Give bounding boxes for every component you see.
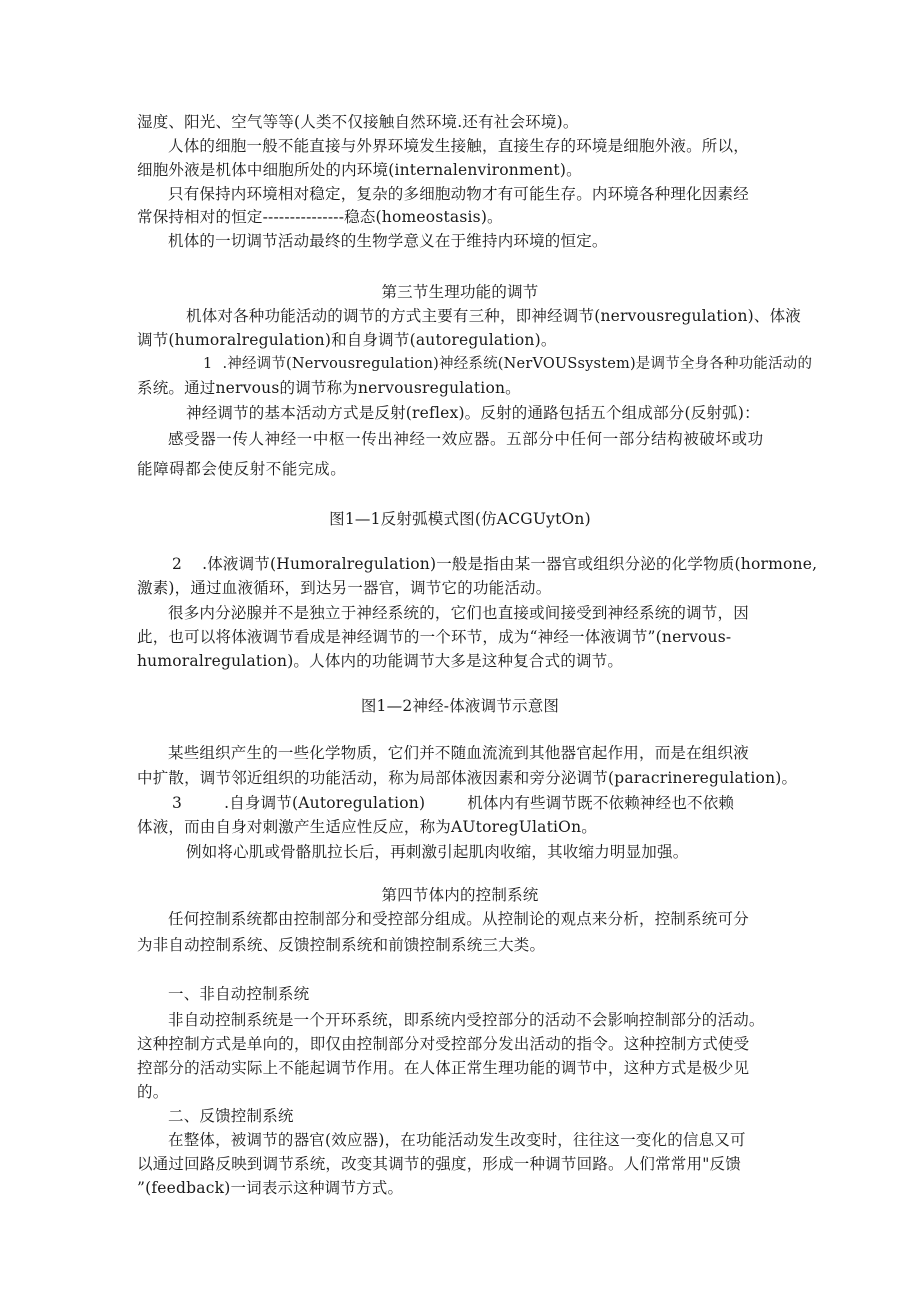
- item-number: 3: [172, 794, 183, 812]
- paragraph-line: 湿度、阳光、空气等等(人类不仅接触自然环境.还有社会环境)。: [137, 113, 579, 131]
- paragraph-line: 这种控制方式是单向的，即仅由控制部分对受控部分发出活动的指令。这种控制方式使受: [137, 1035, 750, 1053]
- paragraph-line: 体液，而由自身对刺激产生适应性反应，称为AUtoregUlatiOn。: [137, 818, 597, 836]
- paragraph-line: 控部分的活动实际上不能起调节作用。在人体正常生理功能的调节中，这种方式是极少见: [137, 1059, 750, 1077]
- paragraph-line: 的。: [137, 1083, 169, 1101]
- paragraph-line: 在整体，被调节的器官(效应器)，在功能活动发生改变时，往往这一变化的信息又可: [168, 1131, 746, 1149]
- figure-caption: 图1—1反射弧模式图(仿ACGUytOn): [329, 510, 591, 528]
- paragraph-line: 以通过回路反映到调节系统，改变其调节的强度，形成一种调节回路。人们常常用"反馈: [137, 1155, 741, 1173]
- paragraph-line: 感受器一传人神经一中枢一传出神经一效应器。五部分中任何一部分结构被破坏或功: [168, 430, 764, 448]
- subsection-heading: 二、反馈控制系统: [168, 1107, 294, 1125]
- paragraph-line: 很多内分泌腺并不是独立于神经系统的，它们也直接或间接受到神经系统的调节，因: [168, 604, 749, 622]
- paragraph-line: 激素)，通过血液循环，到达另一器官，调节它的功能活动。: [137, 579, 552, 597]
- paragraph-line: 为非自动控制系统、反馈控制系统和前馈控制系统三大类。: [137, 936, 546, 954]
- paragraph-line: 人体的细胞一般不能直接与外界环境发生接触，直接生存的环境是细胞外液。所以，: [168, 137, 749, 155]
- section-heading: 第三节生理功能的调节: [381, 283, 539, 301]
- item-text: .神经调节(Nervousregulation)神经系统(NerVOUSsystem)是调节全身各种功能活动的: [222, 356, 813, 372]
- paragraph-line: 某些组织产生的一些化学物质，它们并不随血流流到其他器官起作用，而是在组织液: [168, 744, 749, 762]
- paragraph-line: 细胞外液是机体中细胞所处的内环境(internalenvironment)。: [137, 161, 582, 179]
- paragraph-line: 调节(humoralregulation)和自身调节(autoregulation)。: [137, 331, 557, 349]
- paragraph-line: 任何控制系统都由控制部分和受控部分组成。从控制论的观点来分析，控制系统可分: [168, 910, 749, 928]
- paragraph-line: 常保持相对的恒定---------------稳态(homeostasis)。: [137, 208, 503, 226]
- item-text: .体液调节(Humoralregulation)一般是指由某一器官或组织分泌的化学物质(hormone,: [202, 555, 818, 573]
- paragraph-line: 中扩散，调节邻近组织的功能活动，称为局部体液因素和旁分泌调节(paracrineregulation)。: [137, 769, 798, 787]
- paragraph-line: 例如将心肌或骨骼肌拉长后，再刺激引起肌肉收缩，其收缩力明显加强。: [186, 843, 689, 861]
- paragraph-line: 系统。通过nervous的调节称为nervousregulation。: [137, 379, 521, 397]
- item-number: 1: [203, 356, 213, 372]
- paragraph-line: humoralregulation)。人体内的功能调节大多是这种复合式的调节。: [137, 652, 624, 670]
- item-text: 机体内有些调节既不依赖神经也不依赖: [467, 794, 735, 812]
- section-heading: 第四节体内的控制系统: [381, 886, 539, 904]
- item-number: 2: [172, 555, 183, 573]
- paragraph-line: 能障碍都会使反射不能完成。: [137, 460, 347, 478]
- figure-caption: 图1—2神经-体液调节示意图: [360, 697, 560, 715]
- paragraph-line: 只有保持内环境相对稳定，复杂的多细胞动物才有可能生存。内环境各种理化因素经: [168, 185, 749, 203]
- paragraph-line: 神经调节的基本活动方式是反射(reflex)。反射的通路包括五个组成部分(反射弧)：: [186, 404, 760, 422]
- paragraph-line: 机体对各种功能活动的调节的方式主要有三种，即神经调节(nervousregulation)、体液: [186, 307, 801, 325]
- subsection-heading: 一、非自动控制系统: [168, 985, 310, 1003]
- paragraph-line: ”(feedback)一词表示这种调节方式。: [137, 1179, 404, 1197]
- item-text: .自身调节(Autoregulation): [224, 794, 426, 812]
- numbered-line: [172, 792, 818, 814]
- numbered-line: [203, 353, 818, 375]
- paragraph-line: 非自动控制系统是一个开环系统，即系统内受控部分的活动不会影响控制部分的活动。: [168, 1011, 765, 1029]
- numbered-line: [172, 553, 818, 575]
- paragraph-line: 此，也可以将体液调节看成是神经调节的一个环节，成为“神经一体液调节”(nervous-: [137, 628, 732, 646]
- paragraph-line: 机体的一切调节活动最终的生物学意义在于维持内环境的恒定。: [168, 232, 608, 250]
